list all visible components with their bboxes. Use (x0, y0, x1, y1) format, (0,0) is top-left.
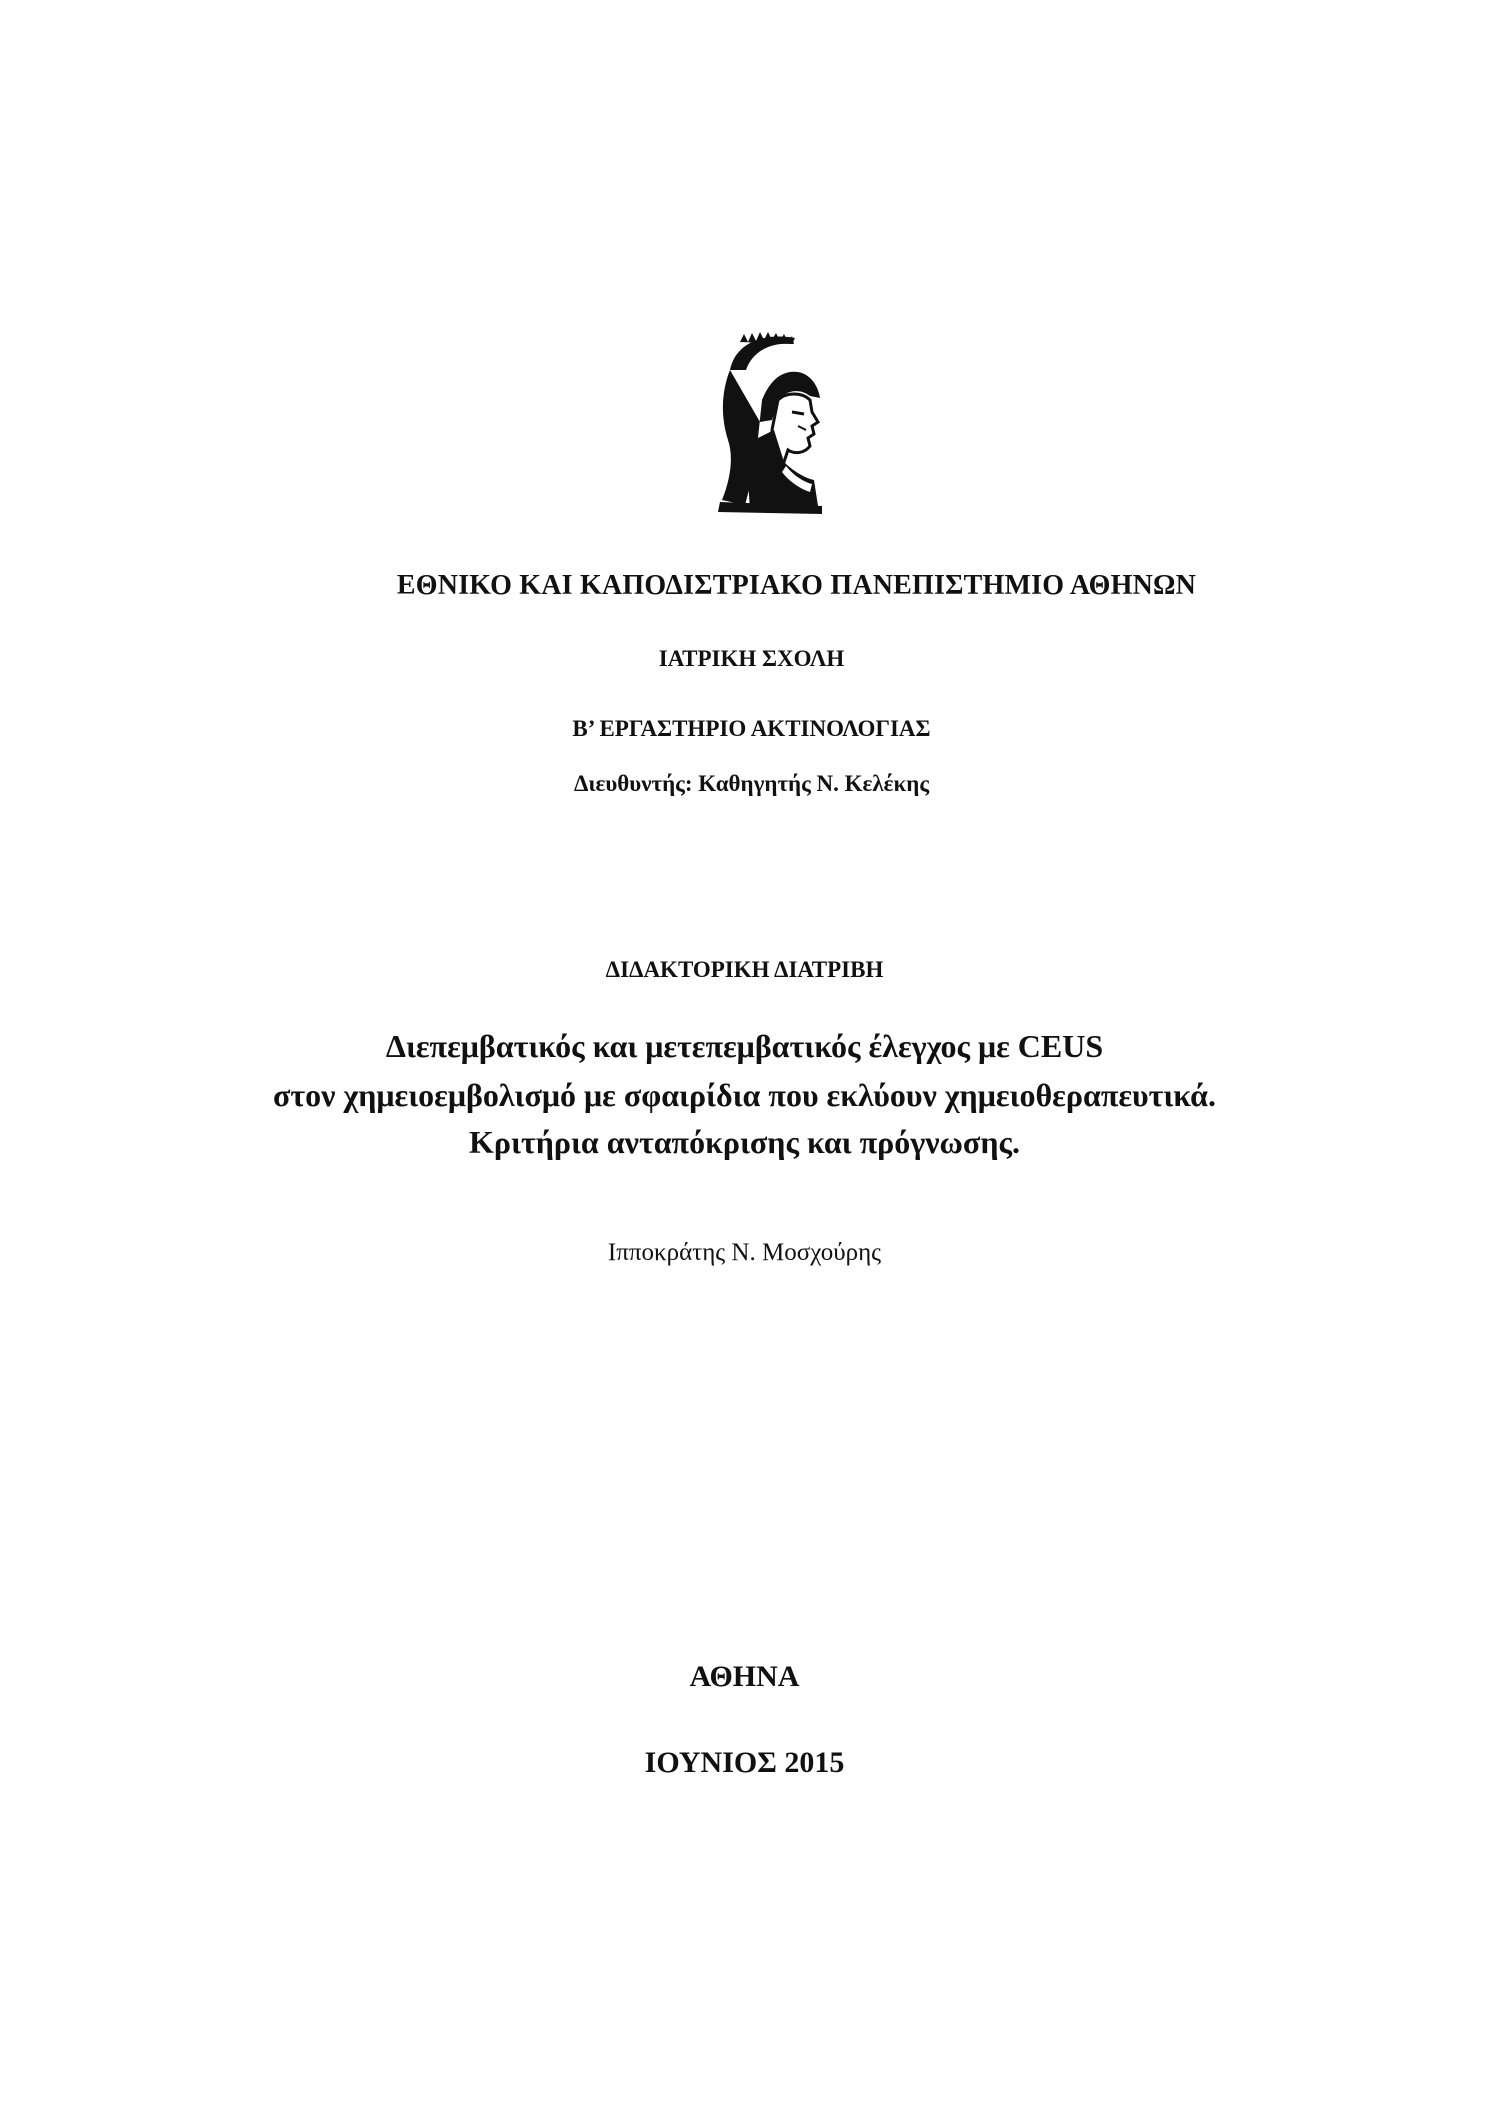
author-name: Ιπποκράτης Ν. Μοσχούρης (607, 1239, 882, 1266)
city: ΑΘΗΝΑ (689, 1660, 800, 1693)
laboratory-name: Β’ ΕΡΓΑΣΤΗΡΙΟ ΑΚΤΙΝΟΛΟΓΙΑΣ (572, 716, 931, 741)
university-name: ΕΘΝΙΚΟ ΚΑΙ ΚΑΠΟΔΙΣΤΡΙΑΚΟ ΠΑΝΕΠΙΣΤΗΜΙΟ ΑΘΗΝΩΝ (396, 570, 1197, 601)
school-name: ΙΑΤΡΙΚΗ ΣΧΟΛΗ (658, 646, 845, 671)
thesis-title-line-1: Διεπεμβατικός και μετεπεμβατικός έλεγχος με CEUS (385, 1028, 1104, 1064)
director-line: Διευθυντής: Καθηγητής Ν. Κελέκης (573, 771, 930, 796)
thesis-title-line-3: Κριτήρια ανταπόκρισης και πρόγνωσης. (469, 1124, 1020, 1160)
thesis-title-line-2: στον χημειοεμβολισμό με σφαιρίδια που εκλύουν χημειοθεραπευτικά. (273, 1077, 1216, 1113)
athena-head-logo-icon (700, 330, 830, 515)
publication-date: ΙΟΥΝΙΟΣ 2015 (644, 1746, 845, 1779)
document-type: ΔΙΔΑΚΤΟΡΙΚΗ ΔΙΑΤΡΙΒΗ (605, 957, 884, 982)
